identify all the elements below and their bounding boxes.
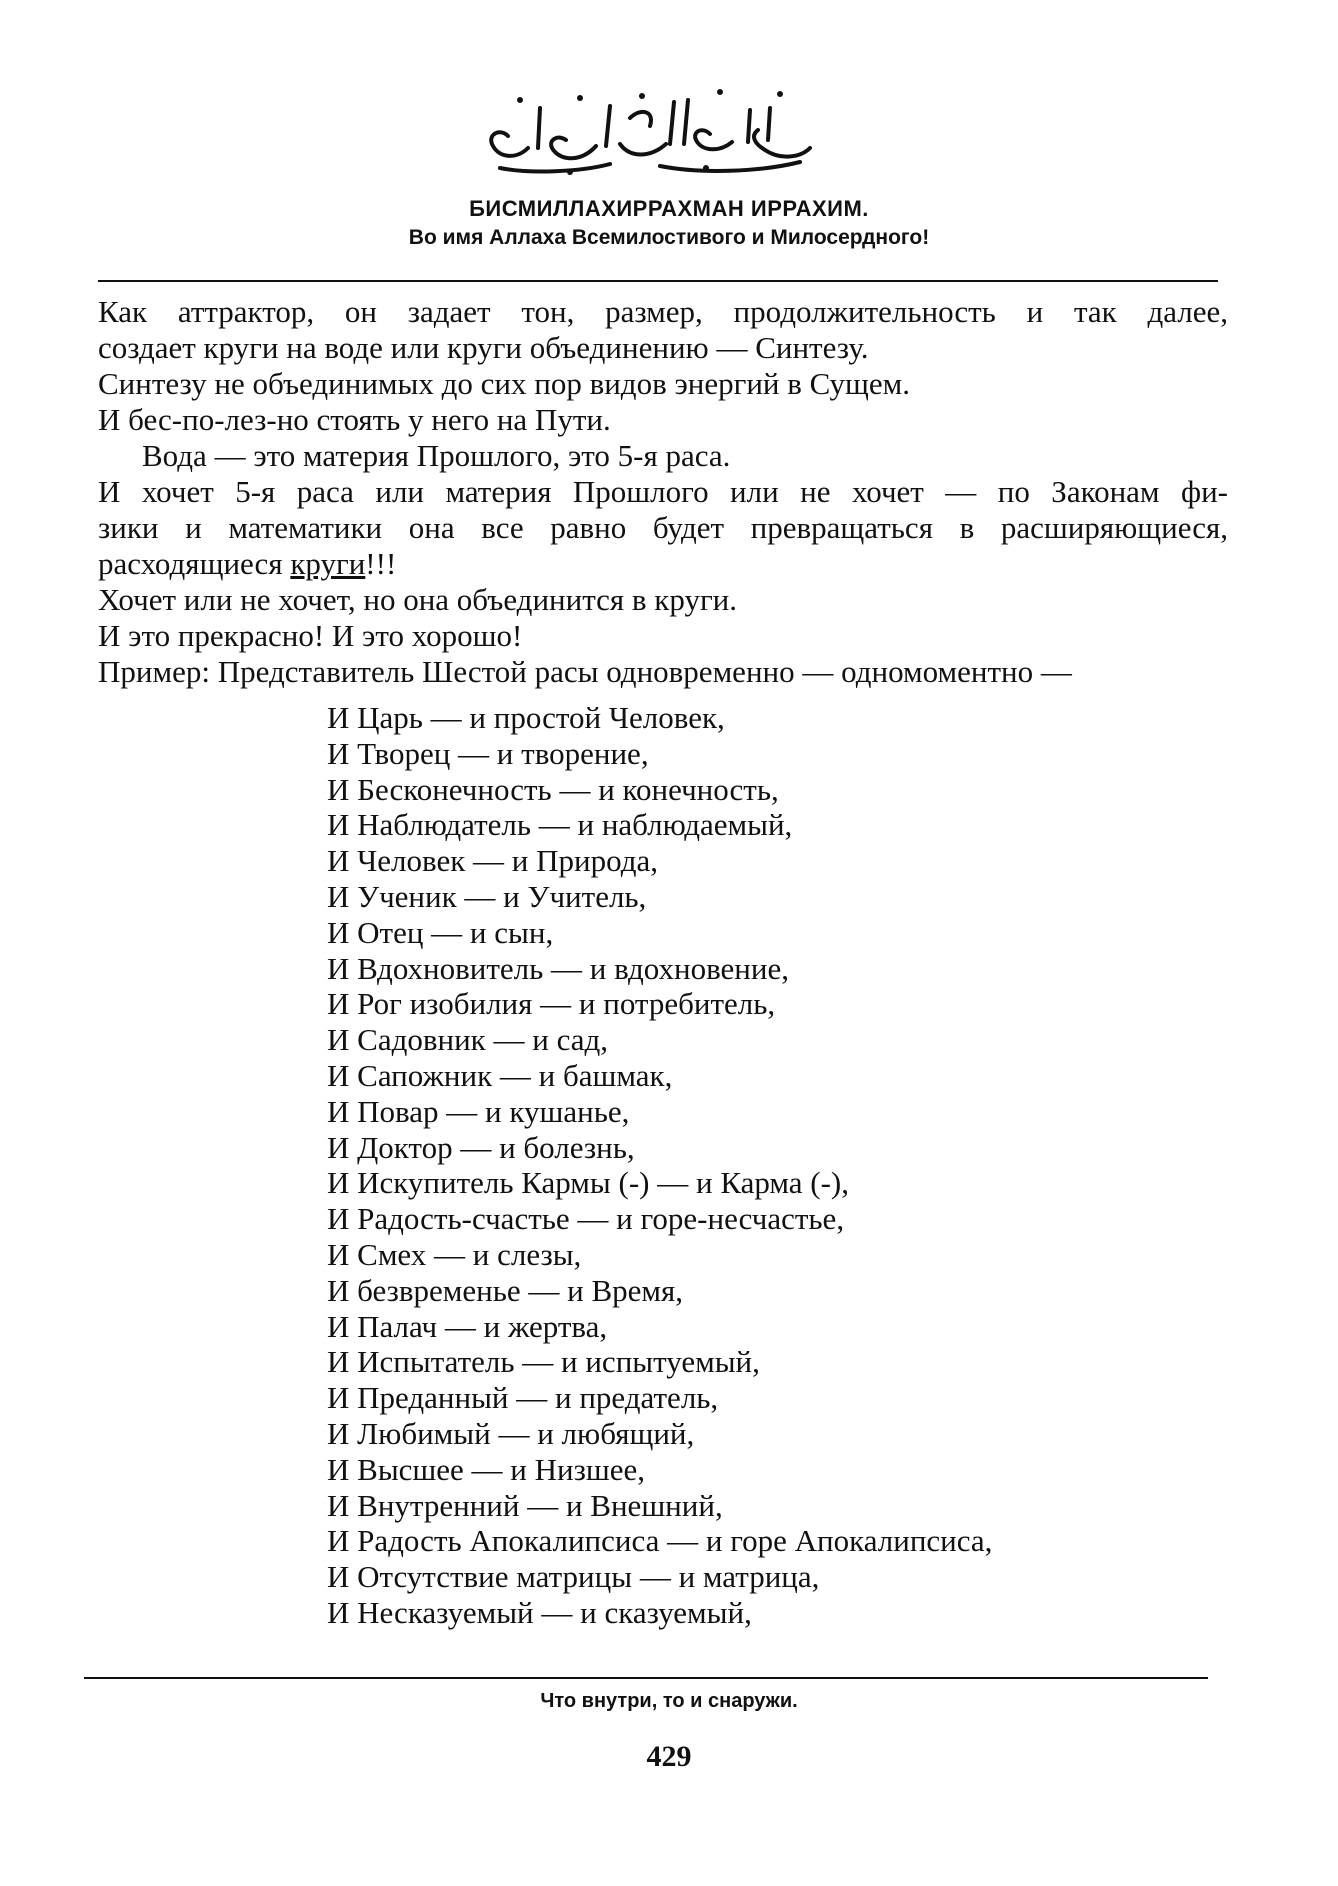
footer-motto: Что внутри, то и снаружи. <box>540 1690 798 1712</box>
list-item: И Радость-счастье — и горе-несчастье, <box>327 1201 845 1237</box>
list-item: И Искупитель Кармы (-) — и Карма (-), <box>327 1165 850 1201</box>
list-item: И Преданный — и предатель, <box>327 1380 719 1416</box>
list-item: И Сапожник — и башмак, <box>327 1057 673 1093</box>
list-item: И Испытатель — и испытуемый, <box>327 1344 760 1380</box>
list-item: И Высшее — и Низшее, <box>327 1451 645 1487</box>
list-item: И Радость Апокалипсиса — и горе Апокалипсиса, <box>327 1523 993 1559</box>
header-subtitle: Во имя Аллаха Всемилостивого и Милосердного! <box>408 226 930 249</box>
text-line: Хочет или не хочет, но она объединится в круги. <box>98 582 738 617</box>
list-item: И Человек — и Природа, <box>327 843 658 879</box>
list-item: И Рог изобилия — и потребитель, <box>327 986 776 1022</box>
pairs-list <box>327 700 1127 1631</box>
bismillah-calligraphy <box>470 78 830 178</box>
text-line: Синтезу не объединимых до сих пор видов энергий в Сущем. <box>98 366 911 401</box>
list-item: И Внутренний — и Внешний, <box>327 1487 723 1523</box>
text-line: И бес-по-лез-но стоять у него на Пути. <box>98 402 611 437</box>
list-item: И Палач — и жертва, <box>327 1308 608 1344</box>
list-item: И Царь — и простой Человек, <box>327 700 725 735</box>
list-item: И Несказуемый — и сказуемый, <box>327 1594 752 1630</box>
list-item: И Вдохновитель — и вдохновение, <box>327 950 789 986</box>
list-item: И Отсутствие матрицы — и матрица, <box>327 1559 820 1595</box>
text-fragment: !!! <box>365 546 397 581</box>
text-line: Как аттрактор, он задает тон, размер, продолжительность и так далее, <box>98 294 1228 329</box>
list-item: И Отец — и сын, <box>327 914 554 950</box>
list-item: И Наблюдатель — и наблюдаемый, <box>327 807 793 843</box>
list-item: И Любимый — и любящий, <box>327 1415 695 1451</box>
text-line: Пример: Представитель Шестой расы одновременно — одномоментно — <box>98 654 1072 689</box>
footer-divider <box>84 1677 1208 1679</box>
text-line: И это прекрасно! И это хорошо! <box>98 618 523 653</box>
text-line <box>98 546 1228 582</box>
list-item: И Творец — и творение, <box>327 735 649 771</box>
list-item: И Садовник — и сад, <box>327 1022 608 1058</box>
list-item: И Смех — и слезы, <box>327 1236 582 1272</box>
list-item: И Повар — и кушанье, <box>327 1093 630 1129</box>
text-line: И хочет 5-я раса или материя Прошлого или не хочет — по Законам фи- <box>98 474 1228 509</box>
list-item: И Ученик — и Учитель, <box>327 878 647 914</box>
underlined-word: круги <box>290 546 366 581</box>
calligraphy-text: بسم الله الرحمن الرحيم <box>470 78 480 79</box>
text-fragment: расходящиеся <box>98 546 291 581</box>
list-item: И безвременье — и Время, <box>327 1272 684 1308</box>
text-line: зики и математики она все равно будет превращаться в расширяющиеся, <box>98 510 1228 545</box>
list-item: И Доктор — и болезнь, <box>327 1129 635 1165</box>
text-line: создает круги на воде или круги объединению — Синтезу. <box>98 330 869 365</box>
header-title: БИСМИЛЛАХИРРАХМАН ИРРАХИМ. <box>469 196 869 221</box>
text-line: Вода — это материя Прошлого, это 5-я раса. <box>142 438 731 473</box>
body-text <box>98 294 1228 690</box>
list-item: И Бесконечность — и конечность, <box>327 771 779 807</box>
header-divider <box>98 280 1218 282</box>
page-number: 429 <box>646 1740 692 1773</box>
